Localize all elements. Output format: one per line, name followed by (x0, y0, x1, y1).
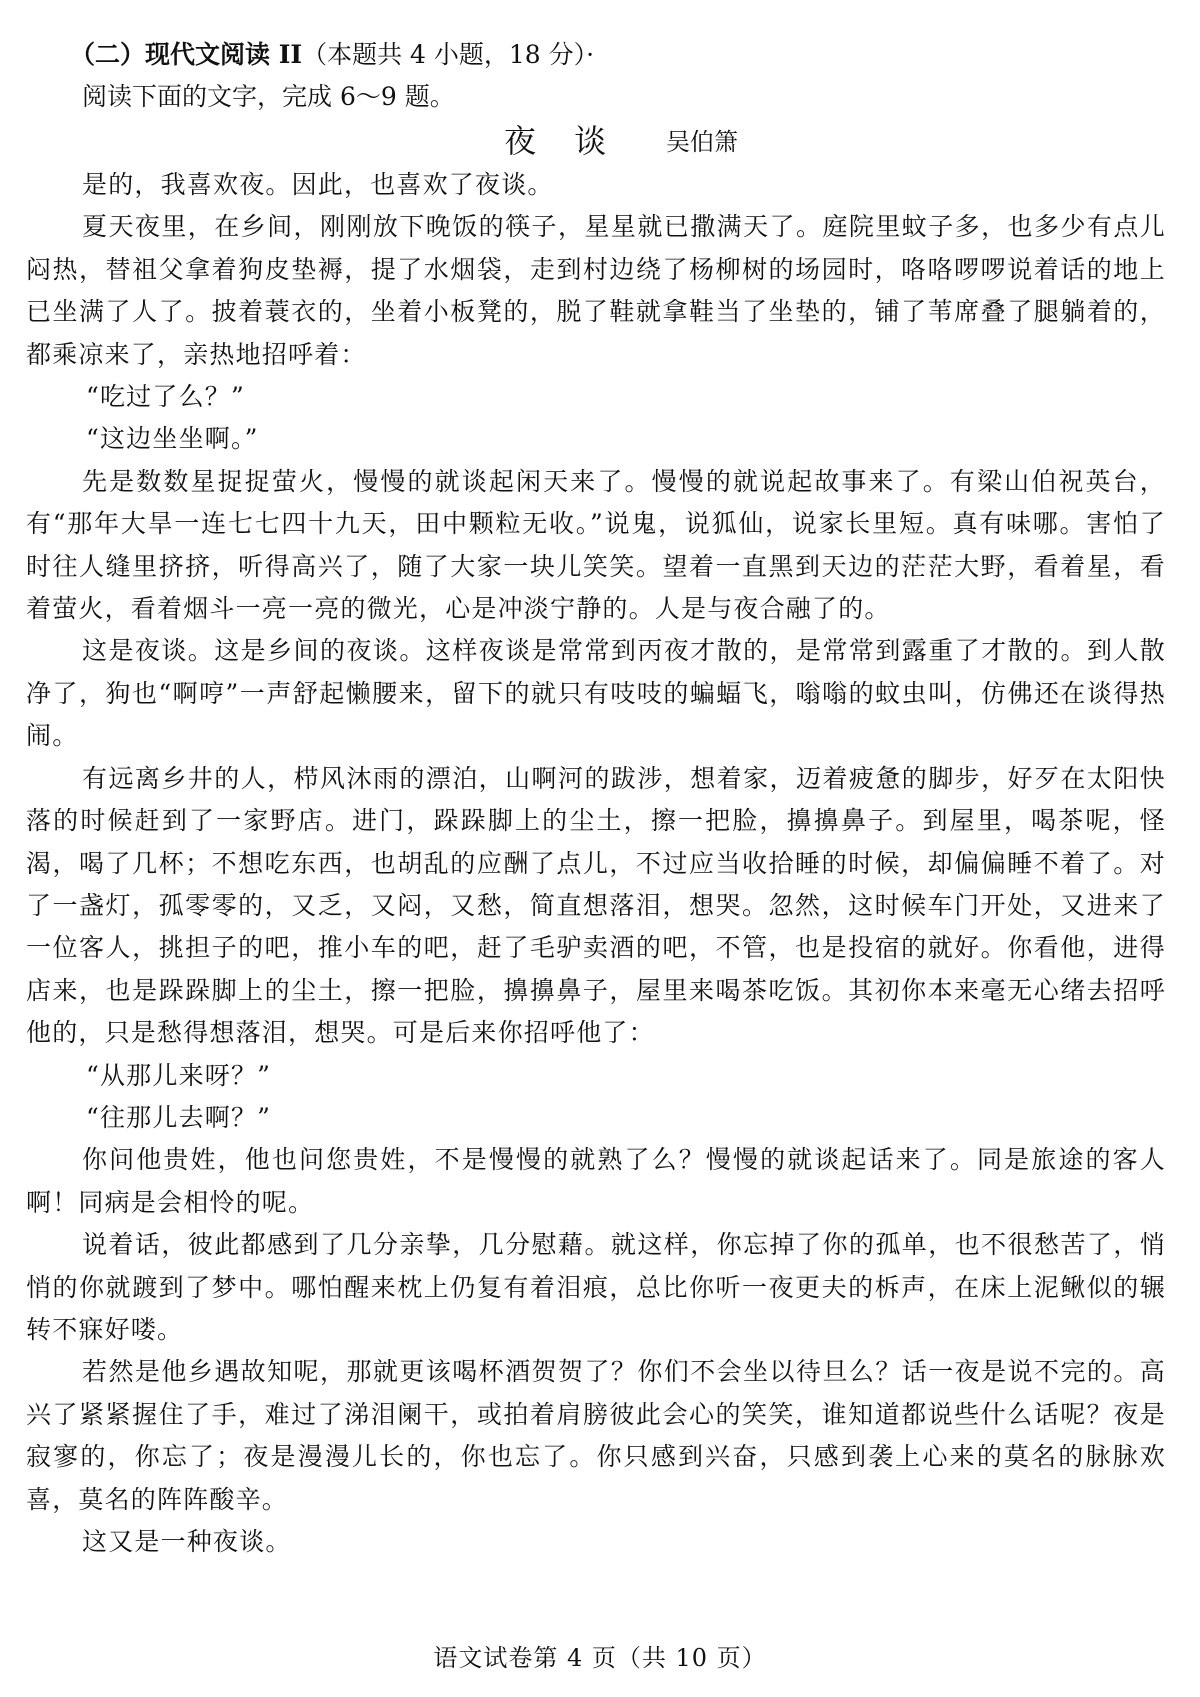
article-title: 夜 谈 (504, 122, 621, 160)
dialogue-line: “这边坐坐啊。” (86, 424, 259, 454)
paragraph: 夏天夜里，在乡间，刚刚放下晚饭的筷子，星星就已撒满天了。庭院里蚊子多，也多少有点儿闷热，替祖父拿着狗皮垫褥，提了水烟袋，走到村边绕了杨柳树的场园时，咯咯啰啰说着话的地上已坐满了人了。披着蓑衣的，坐着小板凳的，脱了鞋就拿鞋当了坐垫的，铺了苇席叠了腿躺着的，都乘凉来了，亲热地招呼着： (26, 212, 1166, 369)
paragraph: 有远离乡井的人，栉风沐雨的漂泊，山啊河的跋涉，想着家，迈着疲惫的脚步，好歹在太阳快落的时候赶到了一家野店。进门，跺跺脚上的尘土，擦一把脸，擤擤鼻子。到屋里，喝茶呢，怪渴，喝了几杯；不想吃东西，也胡乱的应酬了点儿，不过应当收拾睡的时候，却偏偏睡不着了。对了一盏灯，孤零零的，又乏，又闷，又愁，简直想落泪，想哭。忽然，这时候车门开处，又进来了一位客人，挑担子的吧，推小车的吧，赶了毛驴卖酒的吧，不管，也是投宿的就好。你看他，进得店来，也是跺跺脚上的尘土，擦一把脸，擤擤鼻子，屋里来喝茶吃饭。其初你本来毫无心绪去招呼他的，只是愁得想落泪，想哭。可是后来你招呼他了： (26, 763, 1166, 1048)
paragraph: 说着话，彼此都感到了几分亲挚，几分慰藉。就这样，你忘掉了你的孤单，也不很愁苦了，悄悄的你就踱到了梦中。哪怕醒来枕上仍复有着泪痕，总比你听一夜更夫的柝声，在床上泥鳅似的辗转不寐好喽。 (26, 1230, 1166, 1344)
reading-instruction: 阅读下面的文字，完成 6～9 题。 (82, 82, 455, 111)
dialogue-line: “吃过了么？” (86, 382, 245, 412)
dialogue-line: “往那儿去啊？” (86, 1102, 272, 1132)
paragraph: 是的，我喜欢夜。因此，也喜欢了夜谈。 (82, 170, 554, 199)
article-body (26, 164, 1174, 1563)
dialogue-line: “从那儿来呀？” (86, 1060, 272, 1090)
paragraph: 你问他贵姓，他也问您贵姓，不是慢慢的就熟了么？慢慢的就谈起话来了。同是旅途的客人啊！同病是会相怜的呢。 (26, 1145, 1166, 1217)
section-title: （二）现代文阅读 II (70, 40, 303, 69)
article-title-row (26, 118, 1174, 164)
article-author: 吴伯箫 (666, 128, 738, 156)
paragraph: 先是数数星捉捉萤火，慢慢的就谈起闲天来了。慢慢的就说起故事来了。有梁山伯祝英台，有“那年大旱一连七七四十九天，田中颗粒无收。”说鬼，说狐仙，说家长里短。真有味哪。害怕了时往人缝里挤挤，听得高兴了，随了大家一块儿笑笑。望着一直黑到天边的茫茫大野，看着星，看着萤火，看着烟斗一亮一亮的微光，心是冲淡宁静的。人是与夜合融了的。 (26, 466, 1166, 624)
section-note: （本题共 4 小题，18 分）· (302, 40, 595, 69)
paragraph: 这是夜谈。这是乡间的夜谈。这样夜谈是常常到丙夜才散的，是常常到露重了才散的。到人散净了，狗也“啊哼”一声舒起懒腰来，留下的就只有吱吱的蝙蝠飞，嗡嗡的蚊虫叫，仿佛还在谈得热闹。 (26, 636, 1166, 751)
section-heading (70, 34, 1174, 76)
page-footer: 语文试卷第 4 页（共 10 页） (433, 1644, 767, 1672)
paragraph: 若然是他乡遇故知呢，那就更该喝杯酒贺贺了？你们不会坐以待旦么？话一夜是说不完的。高兴了紧紧握住了手，难过了涕泪阑干，或拍着肩膀彼此会心的笑笑，谁知道都说些什么话呢？夜是寂寥的，你忘了；夜是漫漫儿长的，你也忘了。你只感到兴奋，只感到袭上心来的莫名的脉脉欢喜，莫名的阵阵酸辛。 (26, 1357, 1166, 1514)
paragraph: 这又是一种夜谈。 (82, 1527, 292, 1556)
